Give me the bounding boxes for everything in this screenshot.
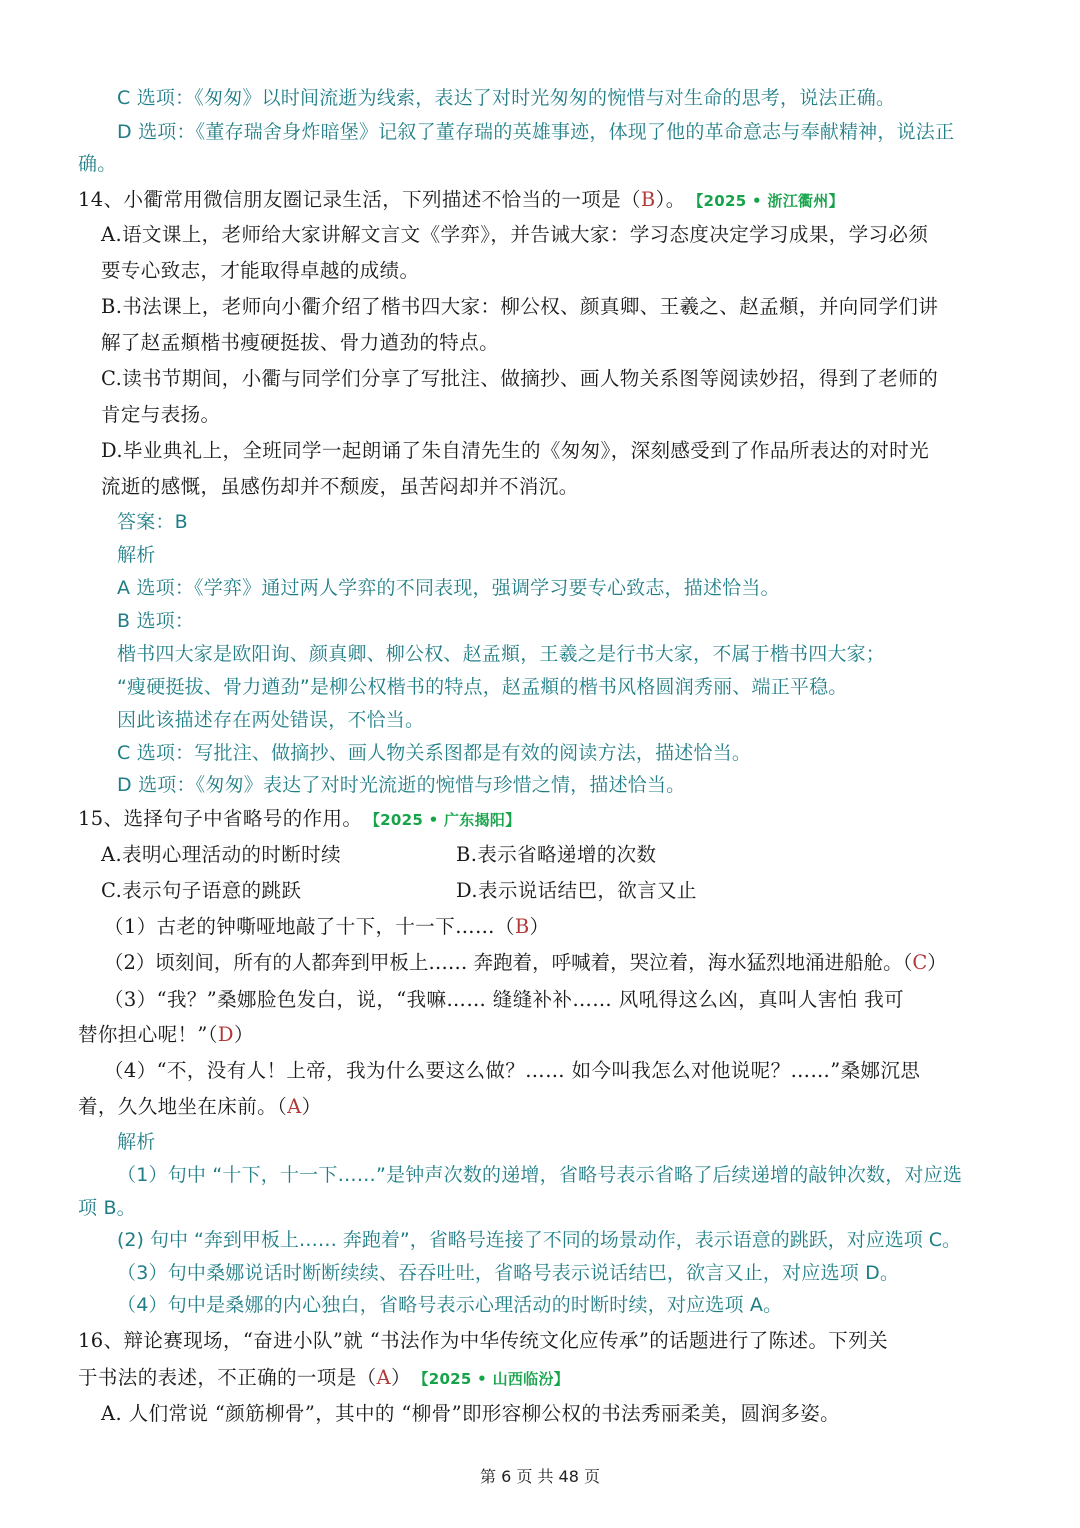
- option-d-analysis-cont: 确。: [78, 153, 117, 175]
- q14-analysis-d: D 选项：《匆匆》表达了对时光流逝的惋惜与珍惜之情，描述恰当。: [117, 774, 686, 796]
- q15-options-ab: A.表明心理活动的时断时续: [101, 843, 341, 866]
- q14-option-b-cont: 解了赵孟頫楷书瘦硬挺拔、骨力遒劲的特点。: [101, 331, 500, 354]
- q15-analysis-1-cont: 项 B。: [78, 1197, 136, 1219]
- answer-mark: A: [287, 1095, 302, 1118]
- q15-item-2: （2）顷刻间，所有的人都奔到甲板上…… 奔跑着，呼喊着，哭泣着，海水猛烈地涌进船舱。（C）: [104, 951, 947, 974]
- question-16-stem: 16、辩论赛现场，“奋进小队”就 “书法作为中华传统文化应传承”的话题进行了陈述。下列关: [78, 1329, 888, 1352]
- option-c-analysis-line: C 选项：《匆匆》以时间流逝为线索，表达了对时光匆匆的惋惜与对生命的思考，说法正确。: [117, 87, 896, 109]
- q15-item-1: （1）古老的钟嘶哑地敲了十下，十一下……（B）: [104, 915, 550, 938]
- source-tag: 【2025 • 广东揭阳】: [372, 811, 521, 829]
- question-16-stem-cont: 于书法的表述，不正确的一项是（A） 【2025 • 山西临汾】: [78, 1366, 570, 1389]
- q14-option-b: B.书法课上，老师向小衢介绍了楷书四大家：柳公权、颜真卿、王羲之、赵孟頫，并向同学们讲: [101, 295, 939, 318]
- q15-analysis-4: （4）句中是桑娜的内心独白，省略号表示心理活动的时断时续，对应选项 A。: [117, 1294, 783, 1316]
- q15-option-b: B.表示省略递增的次数: [456, 843, 657, 866]
- q15-analysis-3: （3）句中桑娜说话时断断续续、吞吞吐吐，省略号表示说话结巴，欲言又止，对应选项 D。: [117, 1262, 900, 1284]
- source-tag: 【2025 • 山西临汾】: [420, 1370, 570, 1388]
- q14-option-a-cont: 要专心致志，才能取得卓越的成绩。: [101, 259, 420, 282]
- q15-item-4: （4）“不，没有人！上帝，我为什么要这么做？…… 如今叫我怎么对他说呢？……”桑娜沉思: [104, 1059, 921, 1082]
- answer-mark: B: [640, 188, 656, 211]
- answer-mark: D: [217, 1023, 234, 1046]
- q15-item-3-cont: 替你担心呢！”（D）: [78, 1023, 254, 1046]
- q15-item-4-cont: 着，久久地坐在床前。（A）: [78, 1095, 322, 1118]
- question-14-stem: 14、小衢常用微信朋友圈记录生活，下列描述不恰当的一项是（B）。 【2025 • 浙江衢州】: [78, 188, 844, 211]
- q14-analysis-b-label: B 选项：: [117, 610, 195, 632]
- q14-option-a: A.语文课上，老师给大家讲解文言文《学弈》，并告诫大家：学习态度决定学习成果，学习必须: [101, 223, 929, 246]
- source-tag: 【2025 • 浙江衢州】: [695, 192, 844, 210]
- q15-analysis-1: （1）句中 “十下，十一下……”是钟声次数的递增，省略号表示省略了后续递增的敲钟次数，对应选: [117, 1164, 963, 1186]
- q14-analysis-c: C 选项：写批注、做摘抄、画人物关系图都是有效的阅读方法，描述恰当。: [117, 742, 752, 764]
- q14-analysis-heading: 解析: [117, 544, 156, 566]
- q14-option-c: C.读书节期间，小衢与同学们分享了写批注、做摘抄、画人物关系图等阅读妙招，得到了老师的: [101, 367, 939, 390]
- q16-option-a: A. 人们常说 “颜筋柳骨”，其中的 “柳骨”即形容柳公权的书法秀丽柔美，圆润多姿。: [101, 1402, 841, 1425]
- q14-answer: 答案：B: [117, 511, 188, 533]
- q14-option-c-cont: 肯定与表扬。: [101, 403, 221, 426]
- q14-option-d-cont: 流逝的感慨，虽感伤却并不颓废，虽苦闷却并不消沉。: [101, 475, 579, 498]
- q15-option-d: D.表示说话结巴，欲言又止: [456, 879, 697, 902]
- option-d-analysis-line: D 选项：《董存瑞舍身炸暗堡》记叙了董存瑞的英雄事迹，体现了他的革命意志与奉献精神，说法正: [117, 121, 955, 143]
- q14-analysis-b-1: 楷书四大家是欧阳询、颜真卿、柳公权、赵孟頫，王羲之是行书大家，不属于楷书四大家；: [117, 643, 886, 665]
- q14-analysis-b-3: 因此该描述存在两处错误，不恰当。: [117, 709, 425, 731]
- q14-analysis-b-2: “瘦硬挺拔、骨力遒劲”是柳公权楷书的特点，赵孟頫的楷书风格圆润秀丽、端正平稳。: [117, 676, 848, 698]
- answer-mark: B: [514, 915, 530, 938]
- q14-option-d: D.毕业典礼上，全班同学一起朗诵了朱自清先生的《匆匆》，深刻感受到了作品所表达的对时光: [101, 439, 930, 462]
- answer-mark: A: [376, 1366, 391, 1389]
- answer-mark: C: [912, 951, 928, 974]
- q15-options-cd: C.表示句子语意的跳跃: [101, 879, 302, 902]
- question-15-stem: 15、选择句子中省略号的作用。 【2025 • 广东揭阳】: [78, 807, 521, 830]
- q15-item-3: （3）“我？”桑娜脸色发白，说，“我嘛…… 缝缝补补…… 风吼得这么凶，真叫人害怕 我可: [104, 988, 905, 1011]
- q15-analysis-heading: 解析: [117, 1131, 156, 1153]
- q15-analysis-2: (2) 句中 “奔到甲板上…… 奔跑着”，省略号连接了不同的场景动作，表示语意的跳跃，对应选项 C。: [117, 1229, 962, 1251]
- page-footer: 第 6 页 共 48 页: [480, 1467, 600, 1486]
- q14-analysis-a: A 选项：《学弈》通过两人学弈的不同表现，强调学习要专心致志，描述恰当。: [117, 577, 780, 599]
